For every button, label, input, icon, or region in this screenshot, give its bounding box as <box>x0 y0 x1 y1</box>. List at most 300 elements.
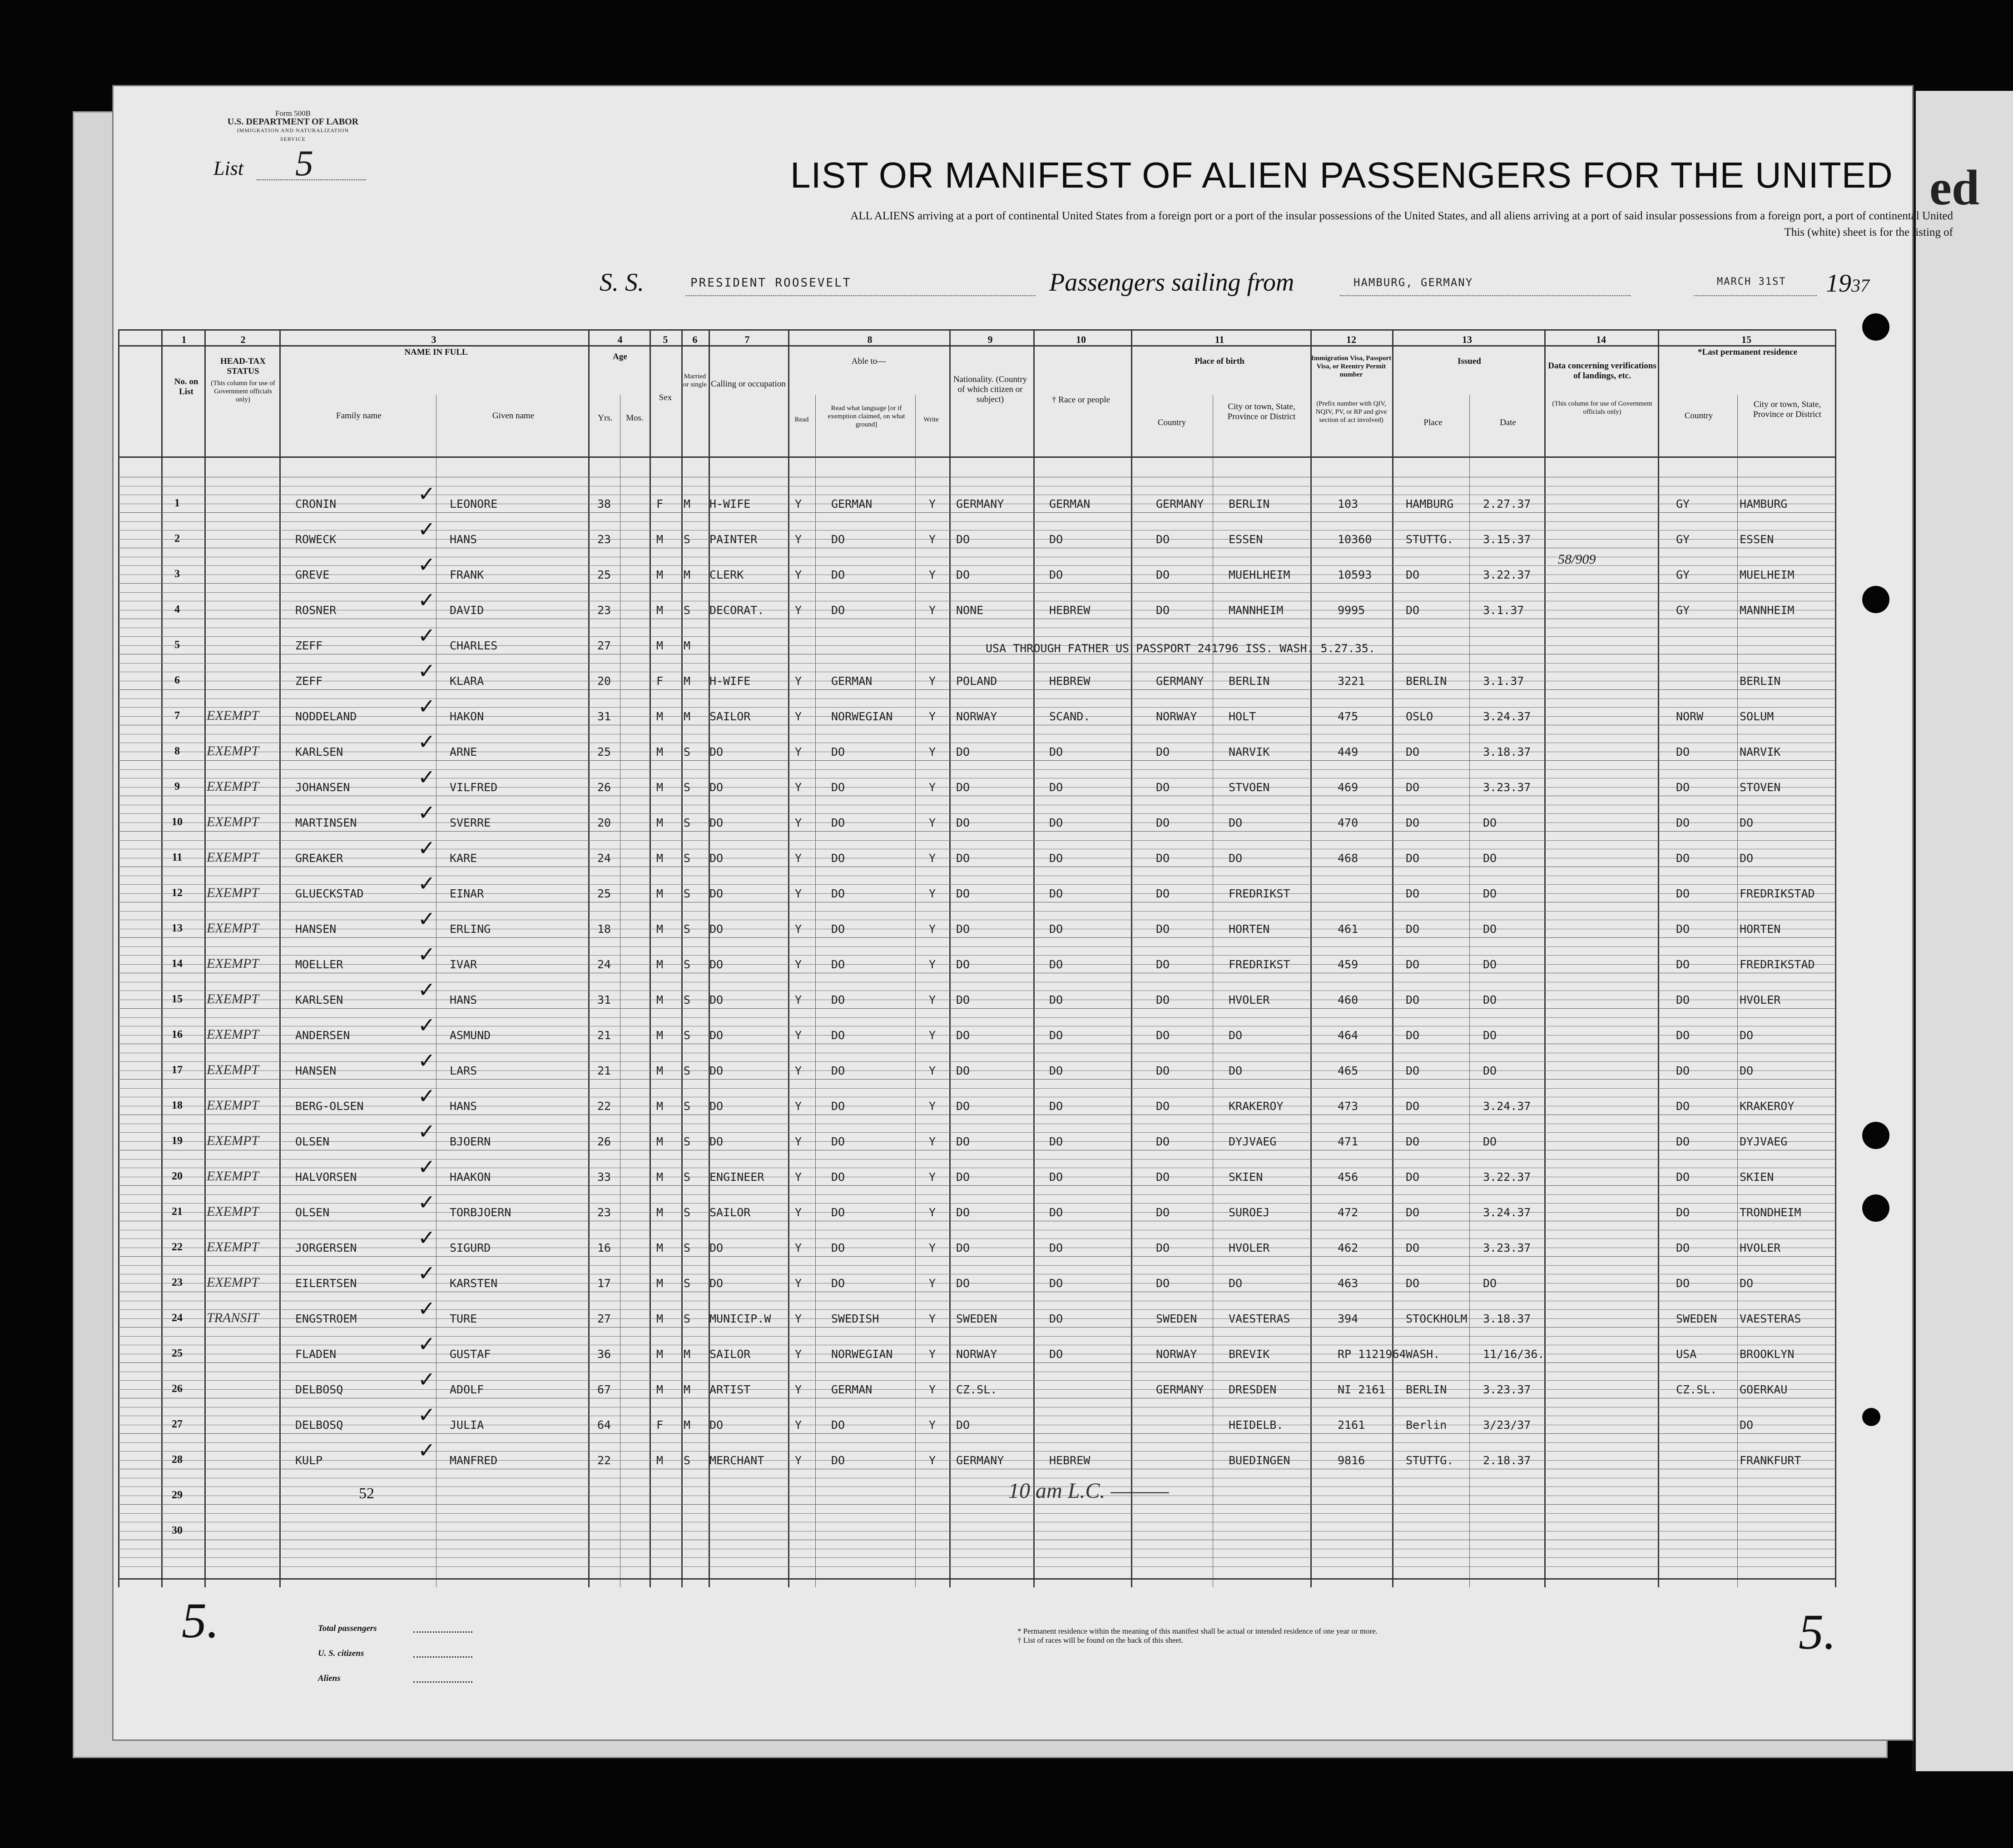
sex: M <box>656 1029 664 1042</box>
list-number: 5 <box>295 144 313 183</box>
header-head-tax-note: (This column for use of Government officials only) <box>211 380 275 403</box>
table-rule <box>118 456 1835 458</box>
head-tax-status: EXEMPT <box>207 814 259 829</box>
given-name: ERLING <box>450 922 491 936</box>
column-divider <box>1658 329 1659 1587</box>
marital-status: S <box>684 887 691 900</box>
birth-country: DO <box>1156 745 1170 758</box>
residence-city: HORTEN <box>1740 922 1781 936</box>
race: DO <box>1049 958 1063 971</box>
header-race: † Race or people <box>1051 395 1111 405</box>
binder-hole <box>1862 1122 1889 1149</box>
row-rule <box>118 1088 1835 1089</box>
sex: F <box>656 674 664 688</box>
marital-status: S <box>684 533 691 546</box>
issued-place: DO <box>1406 922 1420 936</box>
residence-city: MUELHEIM <box>1740 568 1795 581</box>
family-name: MARTINSEN <box>295 816 357 829</box>
row-number: 21 <box>172 1206 183 1218</box>
can-read: Y <box>795 1100 802 1113</box>
can-write: Y <box>929 533 936 546</box>
header-calling: Calling or occupation <box>711 379 786 389</box>
issued-place: DO <box>1406 745 1420 758</box>
issued-date: DO <box>1483 993 1497 1006</box>
residence-country: USA <box>1676 1348 1697 1361</box>
header-head-tax: HEAD-TAX STATUS <box>220 357 266 376</box>
birth-country: DO <box>1156 887 1170 900</box>
read-language: SWEDISH <box>831 1312 879 1325</box>
nationality: DO <box>956 816 970 829</box>
birth-city: HOLT <box>1229 710 1256 723</box>
can-write: Y <box>929 1100 936 1113</box>
can-write: Y <box>929 852 936 865</box>
can-read: Y <box>795 887 802 900</box>
residence-country: DO <box>1676 1170 1690 1184</box>
birth-city: DYJVAEG <box>1229 1135 1277 1148</box>
row-rule <box>118 769 1835 770</box>
row-rule <box>118 663 1835 664</box>
family-name: EILERTSEN <box>295 1277 357 1290</box>
visa-number: 3221 <box>1338 674 1365 688</box>
column-divider <box>1310 329 1312 1587</box>
birth-country: DO <box>1156 993 1170 1006</box>
race: DO <box>1049 1348 1063 1361</box>
header-verifications-note: (This column for use of Government officials only) <box>1552 400 1652 416</box>
birth-country: NORWAY <box>1156 1348 1197 1361</box>
header-able-to: Able to— <box>851 357 886 366</box>
header-last-residence: *Last permanent residence <box>1697 347 1798 357</box>
given-name: ARNE <box>450 745 477 758</box>
nationality: DO <box>956 1418 970 1432</box>
birth-city: VAESTERAS <box>1229 1312 1290 1325</box>
sex: M <box>656 852 664 865</box>
form-number: Form 500B <box>275 109 311 118</box>
ship-name: PRESIDENT ROOSEVELT <box>690 276 852 290</box>
issued-date: 11/16/36. <box>1483 1348 1545 1361</box>
family-name: FLADEN <box>295 1348 337 1361</box>
binder-hole <box>1862 1408 1880 1426</box>
can-write: Y <box>929 710 936 723</box>
check-mark: ✓ <box>418 942 436 966</box>
family-name: KULP <box>295 1454 323 1467</box>
nationality: DO <box>956 1064 970 1077</box>
read-language: DO <box>831 993 845 1006</box>
adjacent-page-edge <box>1912 91 2013 1771</box>
column-number: 15 <box>1741 334 1751 345</box>
issued-date: DO <box>1483 887 1497 900</box>
given-name: BJOERN <box>450 1135 491 1148</box>
row-number: 6 <box>174 674 180 686</box>
birth-country: DO <box>1156 533 1170 546</box>
can-write: Y <box>929 1348 936 1361</box>
can-read: Y <box>795 1241 802 1254</box>
head-tax-status: EXEMPT <box>207 708 259 723</box>
sex: M <box>656 1170 664 1184</box>
birth-country: DO <box>1156 958 1170 971</box>
age-years: 31 <box>597 710 611 723</box>
column-number: 10 <box>1076 334 1086 345</box>
visa-number: 473 <box>1338 1100 1359 1113</box>
footer-total-passengers: Total passengers <box>318 1624 377 1633</box>
header-place-of-birth: Place of birth <box>1195 357 1244 366</box>
row-rule <box>118 1327 1835 1328</box>
issued-place: DO <box>1406 604 1420 617</box>
row-rule <box>118 760 1835 761</box>
issued-place: OSLO <box>1406 710 1433 723</box>
read-language: GERMAN <box>831 1383 873 1396</box>
visa-number: 449 <box>1338 745 1359 758</box>
column-number: 13 <box>1462 334 1472 345</box>
sex: M <box>656 1277 664 1290</box>
residence-city: HAMBURG <box>1740 497 1788 510</box>
row-number: 18 <box>172 1100 183 1111</box>
residence-country: DO <box>1676 852 1690 865</box>
visa-number: 469 <box>1338 781 1359 794</box>
issued-place: DO <box>1406 1170 1420 1184</box>
nationality: DO <box>956 922 970 936</box>
age-years: 23 <box>597 604 611 617</box>
issued-place: HAMBURG <box>1406 497 1454 510</box>
occupation: DO <box>709 816 724 829</box>
issued-date: 2.18.37 <box>1483 1454 1531 1467</box>
column-divider <box>118 329 119 1587</box>
birth-city: DO <box>1229 816 1243 829</box>
row-rule <box>118 1309 1835 1310</box>
given-name: LARS <box>450 1064 477 1077</box>
sex: M <box>656 922 664 936</box>
row-rule <box>118 1256 1835 1257</box>
issued-place: DO <box>1406 816 1420 829</box>
birth-country: DO <box>1156 852 1170 865</box>
row-number: 12 <box>172 887 183 899</box>
row-rule <box>118 592 1835 593</box>
row-number: 22 <box>172 1241 183 1253</box>
birth-city: BERLIN <box>1229 674 1270 688</box>
age-years: 25 <box>597 745 611 758</box>
head-tax-status: EXEMPT <box>207 1027 259 1042</box>
nationality: GERMANY <box>956 497 1004 510</box>
read-language: DO <box>831 1454 845 1467</box>
nationality: DO <box>956 852 970 865</box>
column-number: 9 <box>987 334 993 345</box>
given-name: HANS <box>450 533 477 546</box>
residence-city: HVOLER <box>1740 993 1781 1006</box>
can-read: Y <box>795 1454 802 1467</box>
header-residence-city: City or town, State, Province or District <box>1753 400 1821 419</box>
year-suffix: 37 <box>1851 275 1869 296</box>
residence-city: DO <box>1740 852 1754 865</box>
can-write: Y <box>929 993 936 1006</box>
row-rule <box>118 1061 1835 1062</box>
issued-place: BERLIN <box>1406 674 1447 688</box>
nationality: DO <box>956 993 970 1006</box>
nationality: NORWAY <box>956 710 997 723</box>
check-mark: ✓ <box>418 1402 436 1427</box>
occupation: ENGINEER <box>709 1170 764 1184</box>
column-number: 1 <box>181 334 187 345</box>
column-divider <box>279 329 281 1587</box>
given-name: KLARA <box>450 674 484 688</box>
read-language: DO <box>831 887 845 900</box>
birth-city: HVOLER <box>1229 1241 1270 1254</box>
can-read: Y <box>795 1277 802 1290</box>
department-name: U.S. DEPARTMENT OF LABOR <box>227 117 359 127</box>
family-name: HALVORSEN <box>295 1170 357 1184</box>
occupation: DO <box>709 1029 724 1042</box>
row-rule <box>118 1380 1835 1381</box>
column-number: 14 <box>1596 334 1606 345</box>
visa-number: 472 <box>1338 1206 1359 1219</box>
visa-number: 468 <box>1338 852 1359 865</box>
row-rule <box>118 539 1835 540</box>
family-name: DELBOSQ <box>295 1383 343 1396</box>
residence-city: TRONDHEIM <box>1740 1206 1801 1219</box>
row-number: 8 <box>174 745 180 757</box>
column-number: 7 <box>744 334 750 345</box>
row-number: 7 <box>174 710 180 722</box>
residence-city: ESSEN <box>1740 533 1774 546</box>
nationality: POLAND <box>956 674 997 688</box>
column-divider <box>949 329 951 1587</box>
can-read: Y <box>795 852 802 865</box>
read-language: NORWEGIAN <box>831 1348 893 1361</box>
occupation: CLERK <box>709 568 744 581</box>
nationality: DO <box>956 1170 970 1184</box>
residence-city: DO <box>1740 816 1754 829</box>
can-read: Y <box>795 922 802 936</box>
occupation: MERCHANT <box>709 1454 764 1467</box>
footer-dots <box>413 1656 472 1658</box>
service-name: IMMIGRATION AND NATURALIZATION SERVICE <box>237 127 349 142</box>
race: DO <box>1049 1312 1063 1325</box>
can-write: Y <box>929 745 936 758</box>
head-tax-status: EXEMPT <box>207 956 259 971</box>
occupation: DO <box>709 852 724 865</box>
can-write: Y <box>929 1454 936 1467</box>
residence-country: DO <box>1676 781 1690 794</box>
header-sex: Sex <box>659 393 672 402</box>
age-years: 38 <box>597 497 611 510</box>
birth-country: DO <box>1156 816 1170 829</box>
marital-status: S <box>684 922 691 936</box>
residence-city: DO <box>1740 1029 1754 1042</box>
residence-city: HVOLER <box>1740 1241 1781 1254</box>
can-read: Y <box>795 1348 802 1361</box>
footer-aliens: Aliens <box>318 1674 341 1683</box>
age-years: 20 <box>597 674 611 688</box>
sex: M <box>656 745 664 758</box>
column-divider <box>1392 329 1393 1587</box>
read-language: DO <box>831 922 845 936</box>
row-rule <box>118 1212 1835 1213</box>
nationality: CZ.SL. <box>956 1383 997 1396</box>
can-write: Y <box>929 604 936 617</box>
birth-country: DO <box>1156 922 1170 936</box>
visa-number: 459 <box>1338 958 1359 971</box>
column-number: 5 <box>663 334 668 345</box>
check-mark: ✓ <box>418 1225 436 1250</box>
row-number: 1 <box>174 497 180 509</box>
header-read-language: Read what language [or if exemption claimed, on what ground] <box>828 405 905 428</box>
issued-date: 3.18.37 <box>1483 745 1531 758</box>
residence-city: NARVIK <box>1740 745 1781 758</box>
residence-city: SKIEN <box>1740 1170 1774 1184</box>
column-divider <box>1544 329 1546 1587</box>
family-name: MOELLER <box>295 958 343 971</box>
sex: M <box>656 568 664 581</box>
can-write: Y <box>929 1135 936 1148</box>
can-write: Y <box>929 1241 936 1254</box>
row-number: 30 <box>172 1525 183 1536</box>
race: DO <box>1049 1277 1063 1290</box>
given-name: VILFRED <box>450 781 498 794</box>
given-name: MANFRED <box>450 1454 498 1467</box>
check-mark: ✓ <box>418 836 436 860</box>
can-write: Y <box>929 497 936 510</box>
sex: M <box>656 1135 664 1148</box>
footer-notes <box>1017 1627 1378 1645</box>
row-rule <box>118 1017 1835 1018</box>
birth-city: DRESDEN <box>1229 1383 1277 1396</box>
given-name: TURE <box>450 1312 477 1325</box>
read-language: DO <box>831 1170 845 1184</box>
row-rule <box>118 636 1835 637</box>
occupation: DO <box>709 1241 724 1254</box>
family-name: GREVE <box>295 568 330 581</box>
issued-place: DO <box>1406 1135 1420 1148</box>
can-write: Y <box>929 1206 936 1219</box>
issued-date: DO <box>1483 922 1497 936</box>
row-rule <box>118 787 1835 788</box>
sex: M <box>656 1241 664 1254</box>
race: DO <box>1049 1170 1063 1184</box>
row-rule <box>118 1504 1835 1505</box>
given-name: SIGURD <box>450 1241 491 1254</box>
residence-city: BERLIN <box>1740 674 1781 688</box>
issued-date: 3.23.37 <box>1483 781 1531 794</box>
issued-date: DO <box>1483 852 1497 865</box>
family-name: KARLSEN <box>295 745 343 758</box>
visa-number: 471 <box>1338 1135 1359 1148</box>
row-rule <box>118 955 1835 956</box>
check-mark: ✓ <box>418 977 436 1002</box>
given-name: HAKON <box>450 710 484 723</box>
occupation: DO <box>709 1064 724 1077</box>
race: HEBREW <box>1049 1454 1091 1467</box>
issued-date: DO <box>1483 1277 1497 1290</box>
issued-place: DO <box>1406 958 1420 971</box>
family-name: BERG-OLSEN <box>295 1100 364 1113</box>
sex: M <box>656 887 664 900</box>
birth-city: SUROEJ <box>1229 1206 1270 1219</box>
header-name-in-full: NAME IN FULL <box>404 347 468 357</box>
family-name: ANDERSEN <box>295 1029 350 1042</box>
nationality: DO <box>956 533 970 546</box>
residence-city: DO <box>1740 1277 1754 1290</box>
issued-place: DO <box>1406 781 1420 794</box>
race: HEBREW <box>1049 604 1091 617</box>
can-write: Y <box>929 1170 936 1184</box>
column-number: 3 <box>431 334 436 345</box>
occupation: DO <box>709 745 724 758</box>
row-rule <box>118 512 1835 513</box>
visa-number: 463 <box>1338 1277 1359 1290</box>
age-years: 67 <box>597 1383 611 1396</box>
column-divider <box>681 329 683 1587</box>
birth-city: HVOLER <box>1229 993 1270 1006</box>
read-language: DO <box>831 533 845 546</box>
residence-country: DO <box>1676 993 1690 1006</box>
issued-place: DO <box>1406 1241 1420 1254</box>
ship-line <box>686 295 1036 296</box>
check-mark: ✓ <box>418 800 436 825</box>
family-name: ENGSTROEM <box>295 1312 357 1325</box>
can-read: Y <box>795 816 802 829</box>
head-tax-status: TRANSIT <box>207 1310 259 1325</box>
family-name: HANSEN <box>295 922 337 936</box>
race: DO <box>1049 1029 1063 1042</box>
age-years: 27 <box>597 1312 611 1325</box>
can-write: Y <box>929 922 936 936</box>
residence-city: FREDRIKSTAD <box>1740 958 1815 971</box>
occupation: SAILOR <box>709 1206 751 1219</box>
birth-city: NARVIK <box>1229 745 1270 758</box>
issued-place: DO <box>1406 852 1420 865</box>
row-rule <box>118 964 1835 965</box>
sex: M <box>656 1454 664 1467</box>
row-rule <box>118 689 1835 690</box>
visa-number: 461 <box>1338 922 1359 936</box>
given-name: FRANK <box>450 568 484 581</box>
issued-place: DO <box>1406 1277 1420 1290</box>
row-number: 16 <box>172 1029 183 1040</box>
age-years: 21 <box>597 1064 611 1077</box>
check-mark: ✓ <box>418 1438 436 1462</box>
marital-status: M <box>684 568 691 581</box>
can-read: Y <box>795 1170 802 1184</box>
manifest-title: LIST OR MANIFEST OF ALIEN PASSENGERS FOR THE UNITED <box>790 155 1893 195</box>
row-number: 25 <box>172 1348 183 1359</box>
age-years: 24 <box>597 852 611 865</box>
head-tax-status: EXEMPT <box>207 1098 259 1113</box>
issued-date: 2.27.37 <box>1483 497 1531 510</box>
row-rule <box>118 1451 1835 1452</box>
birth-city: KRAKEROY <box>1229 1100 1284 1113</box>
marital-status: S <box>684 816 691 829</box>
marital-status: M <box>684 1383 691 1396</box>
age-years: 36 <box>597 1348 611 1361</box>
nationality: NORWAY <box>956 1348 997 1361</box>
read-language: DO <box>831 1206 845 1219</box>
birth-country: DO <box>1156 1170 1170 1184</box>
marital-status: S <box>684 604 691 617</box>
issued-place: DO <box>1406 1100 1420 1113</box>
age-years: 64 <box>597 1418 611 1432</box>
marital-status: S <box>684 1312 691 1325</box>
residence-city: GOERKAU <box>1740 1383 1788 1396</box>
row-number: 10 <box>172 816 183 828</box>
birth-country: SWEDEN <box>1156 1312 1197 1325</box>
residence-city: FREDRIKSTAD <box>1740 887 1815 900</box>
head-tax-status: EXEMPT <box>207 1169 259 1184</box>
row-number: 26 <box>172 1383 183 1395</box>
family-name: GLUECKSTAD <box>295 887 364 900</box>
adjacent-page-title-fragment: ed <box>1929 160 1979 215</box>
age-years: 31 <box>597 993 611 1006</box>
column-divider <box>1835 329 1836 1587</box>
nationality: NONE <box>956 604 984 617</box>
residence-country: DO <box>1676 745 1690 758</box>
